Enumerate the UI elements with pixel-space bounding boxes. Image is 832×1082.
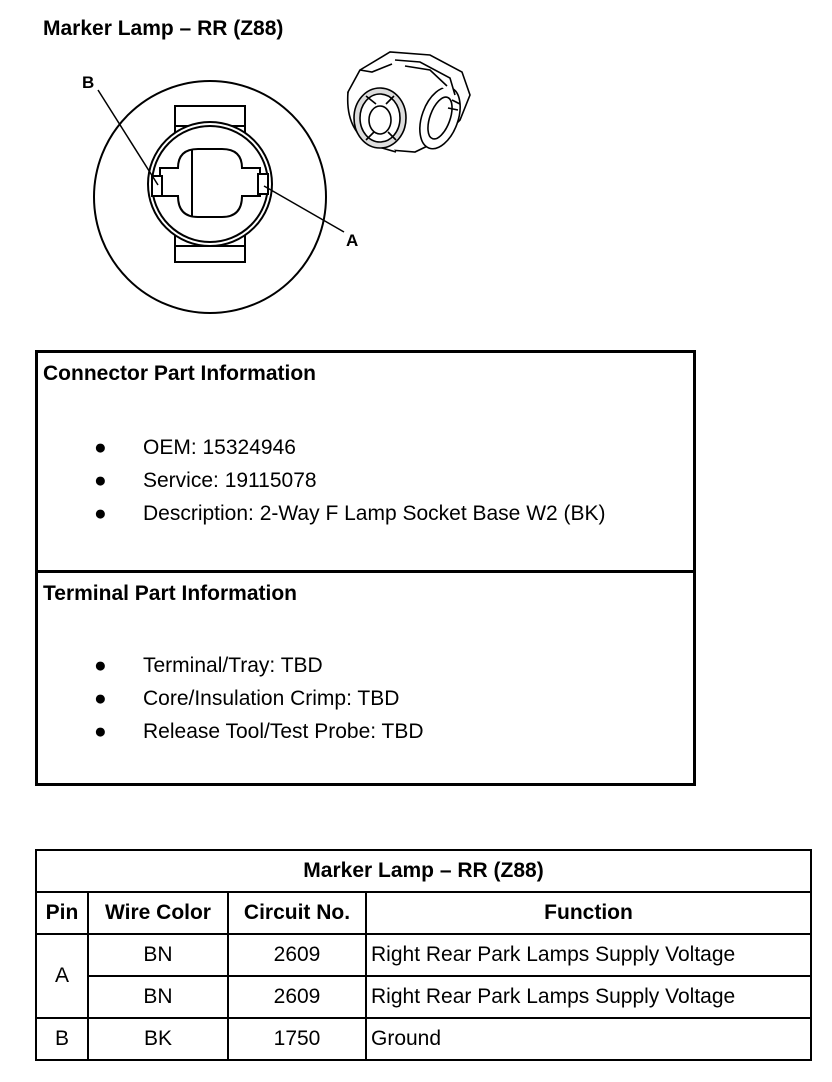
table-title: Marker Lamp – RR (Z88) xyxy=(36,850,811,892)
table-row xyxy=(36,934,811,976)
connector-face-view xyxy=(94,81,326,313)
connector-face-drawing xyxy=(0,0,832,320)
bullet-icon: ● xyxy=(94,436,107,459)
bullet-icon: ● xyxy=(94,469,107,492)
header-function: Function xyxy=(366,892,811,934)
cell-circuit-no: 1750 xyxy=(228,1018,366,1060)
terminal-info-list xyxy=(38,649,424,748)
part-information-box xyxy=(35,350,696,786)
cell-function: Ground xyxy=(366,1018,811,1060)
cell-circuit-no: 2609 xyxy=(228,976,366,1018)
list-item-text: Release Tool/Test Probe: TBD xyxy=(143,720,424,743)
list-item xyxy=(38,715,424,748)
cell-function: Right Rear Park Lamps Supply Voltage xyxy=(366,934,811,976)
cell-wire-color: BN xyxy=(88,976,228,1018)
cell-pin: A xyxy=(36,934,88,1018)
list-item xyxy=(38,497,606,530)
callout-label-b: B xyxy=(82,73,95,92)
page-title: Marker Lamp – RR (Z88) xyxy=(43,17,284,40)
list-item-text: Terminal/Tray: TBD xyxy=(143,654,323,677)
cell-wire-color: BK xyxy=(88,1018,228,1060)
header-pin: Pin xyxy=(36,892,88,934)
list-item-text: Service: 19115078 xyxy=(143,469,317,492)
pinout-table xyxy=(35,849,812,1061)
header-circuit-no: Circuit No. xyxy=(228,892,366,934)
list-item xyxy=(38,682,424,715)
table-row xyxy=(36,976,811,1018)
lamp-socket-isometric-view xyxy=(348,52,470,154)
list-item-text: Core/Insulation Crimp: TBD xyxy=(143,687,400,710)
list-item xyxy=(38,649,424,682)
cell-circuit-no: 2609 xyxy=(228,934,366,976)
table-header-row xyxy=(36,892,811,934)
list-item xyxy=(38,464,606,497)
connector-info-list xyxy=(38,431,606,530)
terminal-info-heading: Terminal Part Information xyxy=(43,582,297,605)
list-item-text: Description: 2-Way F Lamp Socket Base W2 (BK) xyxy=(143,502,606,525)
cell-wire-color: BN xyxy=(88,934,228,976)
cell-pin: B xyxy=(36,1018,88,1060)
connector-info-heading: Connector Part Information xyxy=(43,362,317,385)
callout-label-a: A xyxy=(346,231,359,250)
list-item-text: OEM: 15324946 xyxy=(143,436,296,459)
table-row xyxy=(36,1018,811,1060)
header-wire-color: Wire Color xyxy=(88,892,228,934)
bullet-icon: ● xyxy=(94,502,107,525)
cell-function: Right Rear Park Lamps Supply Voltage xyxy=(366,976,811,1018)
bullet-icon: ● xyxy=(94,654,107,677)
bullet-icon: ● xyxy=(94,720,107,743)
terminal-part-information xyxy=(38,573,693,783)
connector-part-information xyxy=(38,353,693,573)
table-title-row xyxy=(36,850,811,892)
bullet-icon: ● xyxy=(94,687,107,710)
list-item xyxy=(38,431,606,464)
